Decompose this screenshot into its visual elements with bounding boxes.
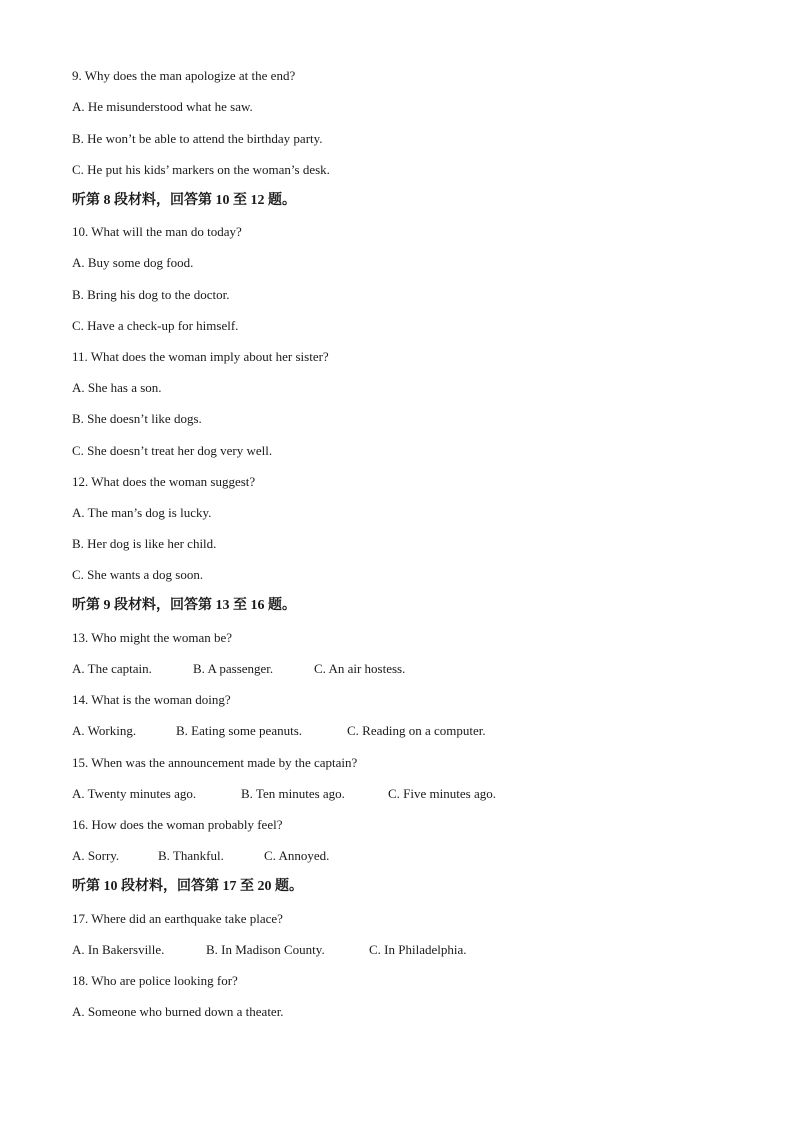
option-18a: A. Someone who burned down a theater. [72, 1004, 284, 1019]
question-12: 12. What does the woman suggest? [72, 474, 256, 489]
options-13 [72, 660, 772, 678]
option-15b: B. Ten minutes ago. [241, 786, 345, 801]
option-10a: A. Buy some dog food. [72, 255, 194, 270]
option-15a: A. Twenty minutes ago. [72, 786, 197, 801]
option-16a: A. Sorry. [72, 848, 120, 863]
option-10c: C. Have a check-up for himself. [72, 318, 239, 333]
question-10: 10. What will the man do today? [72, 224, 242, 239]
options-14 [72, 722, 772, 740]
option-15c: C. Five minutes ago. [388, 786, 496, 801]
question-15: 15. When was the announcement made by the captain? [72, 755, 358, 770]
option-17c: C. In Philadelphia. [369, 942, 467, 957]
question-16: 16. How does the woman probably feel? [72, 817, 283, 832]
option-11c: C. She doesn’t treat her dog very well. [72, 443, 273, 458]
option-11a: A. She has a son. [72, 380, 162, 395]
option-16b: B. Thankful. [158, 848, 224, 863]
option-13a: A. The captain. [72, 661, 152, 676]
option-13c: C. An air hostess. [314, 661, 406, 676]
question-14: 14. What is the woman doing? [72, 692, 231, 707]
section-heading-9: 听第 9 段材料，回答第 13 至 16 题。 [72, 598, 296, 613]
question-18: 18. Who are police looking for? [72, 973, 238, 988]
option-9c: C. He put his kids’ markers on the woman’s desk. [72, 162, 330, 177]
option-12a: A. The man’s dog is lucky. [72, 505, 212, 520]
option-13b: B. A passenger. [193, 661, 274, 676]
question-11: 11. What does the woman imply about her sister? [72, 349, 329, 364]
section-heading-8: 听第 8 段材料，回答第 10 至 12 题。 [72, 193, 296, 208]
option-17a: A. In Bakersville. [72, 942, 165, 957]
question-17: 17. Where did an earthquake take place? [72, 911, 283, 926]
option-12c: C. She wants a dog soon. [72, 567, 204, 582]
option-16c: C. Annoyed. [264, 848, 330, 863]
section-heading-10: 听第 10 段材料，回答第 17 至 20 题。 [72, 879, 303, 894]
option-10b: B. Bring his dog to the doctor. [72, 287, 230, 302]
option-14c: C. Reading on a computer. [347, 723, 486, 738]
question-9: 9. Why does the man apologize at the end? [72, 68, 296, 83]
options-15 [72, 785, 772, 803]
option-11b: B. She doesn’t like dogs. [72, 411, 202, 426]
question-13: 13. Who might the woman be? [72, 630, 233, 645]
option-14b: B. Eating some peanuts. [176, 723, 303, 738]
option-9a: A. He misunderstood what he saw. [72, 99, 253, 114]
options-16 [72, 847, 772, 865]
option-14a: A. Working. [72, 723, 137, 738]
option-9b: B. He won’t be able to attend the birthday party. [72, 131, 323, 146]
options-17 [72, 941, 772, 959]
option-12b: B. Her dog is like her child. [72, 536, 217, 551]
option-17b: B. In Madison County. [206, 942, 325, 957]
